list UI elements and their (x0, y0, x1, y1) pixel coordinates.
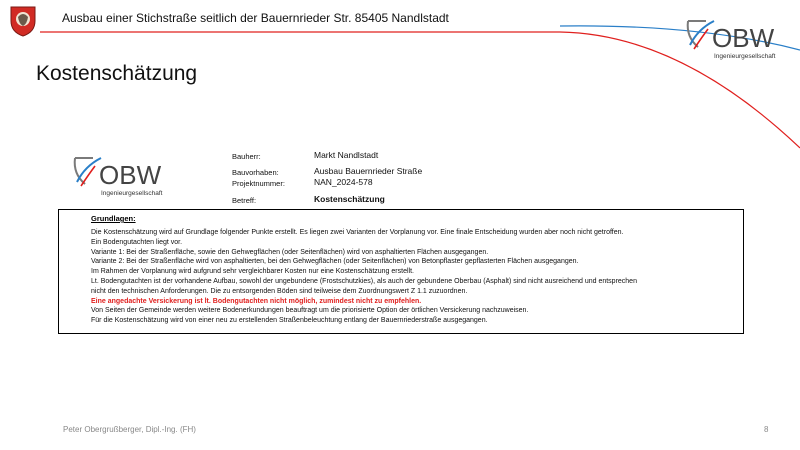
meta-value: Ausbau Bauernrieder Straße (314, 166, 423, 176)
grundlagen-line: Ein Bodengutachten liegt vor. (91, 238, 183, 246)
slide-title: Kostenschätzung (36, 62, 198, 85)
grundlagen-line: Lt. Bodengutachten ist der vorhandene Aufbau, sowohl der ungebundene (Frostschutzkies), als auch der gebundene Oberbau (Asphalt) sind nicht ausreichend und entsprechen (91, 277, 637, 285)
footer-author: Peter Obergrußberger, Dipl.-Ing. (FH) (63, 425, 196, 434)
header-title: Ausbau einer Stichstraße seitlich der Bauernrieder Str. 85405 Nandlstadt (62, 11, 449, 25)
meta-key: Projektnummer: (232, 179, 285, 188)
meta-value: Kostenschätzung (314, 194, 385, 204)
document-obw-logo (68, 152, 174, 200)
grundlagen-box (58, 209, 744, 334)
grundlagen-line: nicht den technischen Anforderungen. Die zu entsorgenden Böden sind teilweise dem Zuordnungswert Z 1.1 zuzuordnen. (91, 287, 468, 295)
logo-text: OBW (712, 23, 775, 53)
grundlagen-line: Die Kostenschätzung wird auf Grundlage folgender Punkte erstellt. Es liegen zwei Varianten der Vorplanung vor. Eine finale Entscheidung wurden aber noch nicht getroffen. (91, 229, 624, 236)
meta-key: Bauvorhaben: (232, 168, 279, 177)
grundlagen-line: Für die Kostenschätzung wird von einer neu zu erstellenden Straßenbeleuchtung entlang der Bauernriederstraße ausgegangen. (91, 317, 488, 325)
grundlagen-line: Von Seiten der Gemeinde werden weitere Bodenerkundungen beauftragt um die priorisierte Option der örtlichen Versickerung nachzuweisen. (91, 307, 529, 315)
meta-value: Markt Nandlstadt (314, 150, 379, 160)
meta-value: NAN_2024-578 (314, 177, 373, 187)
obw-logo (684, 15, 784, 63)
grundlagen-warning-line: Eine angedachte Versickerung ist lt. Bodengutachten nicht möglich, zumindest nicht zu empfehlen. (91, 297, 422, 305)
grundlagen-line: Variante 2: Bei der Straßenfläche wird von asphaltierten, bei den Gehwegflächen (oder Seitenflächen) von Betonpflaster gepflasterten Flächen ausgegangen. (91, 258, 579, 266)
page-number: 8 (764, 425, 769, 434)
meta-key: Bauherr: (232, 152, 261, 161)
grundlagen-line: Variante 1: Bei der Straßenfläche, sowie den Gehwegflächen (oder Seitenflächen) wird von asphaltierten Flächen ausgegangen. (91, 248, 489, 256)
grundlagen-heading: Grundlagen: (91, 214, 136, 223)
meta-key: Betreff: (232, 196, 257, 205)
logo-subtitle: Ingenieurgesellschaft (714, 53, 776, 60)
municipal-crest-icon (9, 5, 37, 37)
grundlagen-line: Im Rahmen der Vorplanung wird aufgrund sehr vergleichbarer Kosten nur eine Kostenschätzung erstellt. (91, 268, 414, 276)
document-logo-subtitle: Ingenieurgesellschaft (101, 190, 163, 197)
document-logo-text: OBW (99, 160, 162, 190)
